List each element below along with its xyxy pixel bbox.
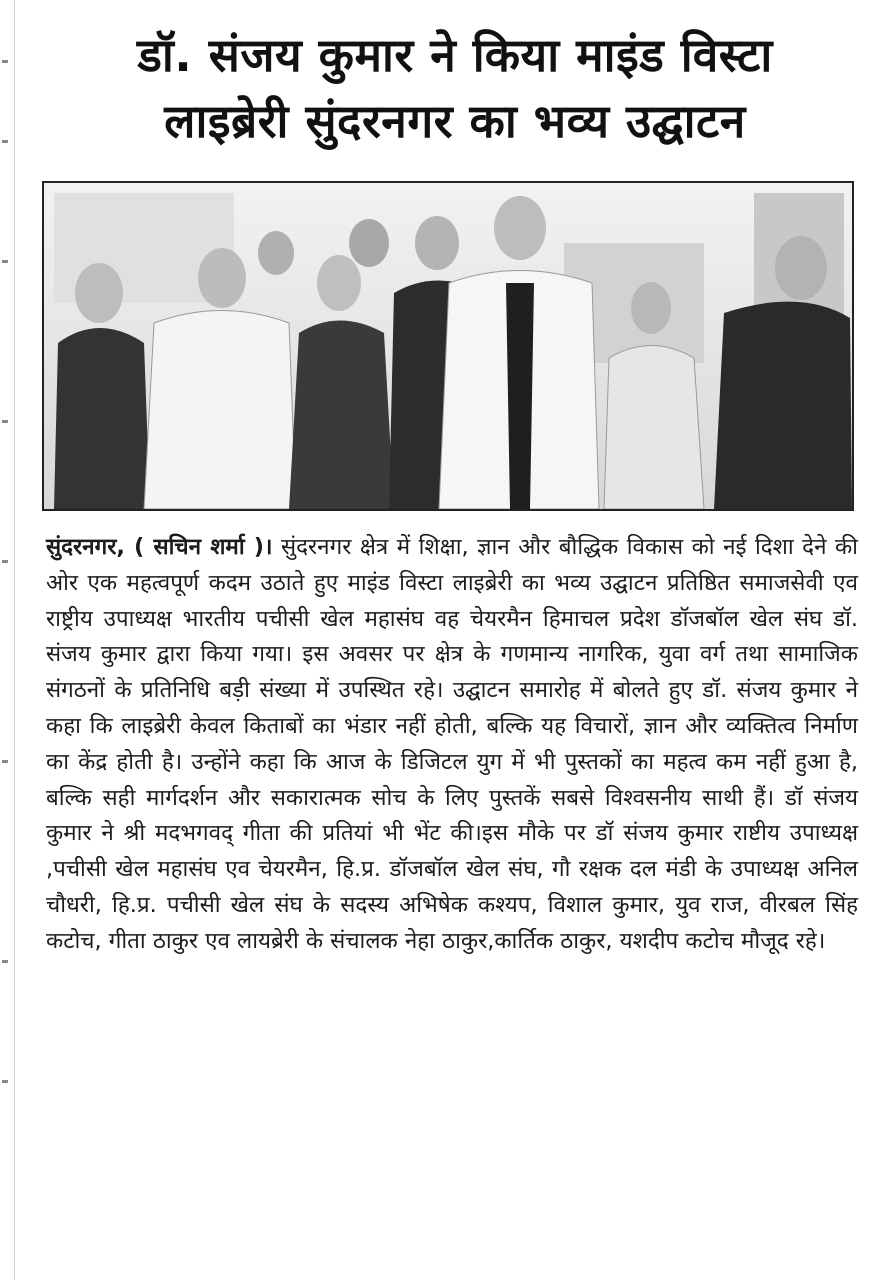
- edge-mark: [2, 560, 8, 563]
- article-dateline: सुंदरनगर, ( सचिन शर्मा )।: [46, 534, 273, 560]
- headline-line-2: लाइब्रेरी सुंदरनगर का भव्य उद्घाटन: [164, 94, 746, 148]
- article-body: [46, 530, 858, 960]
- edge-mark: [2, 1080, 8, 1083]
- group-photo-icon: [44, 183, 852, 509]
- edge-mark: [2, 140, 8, 143]
- edge-mark: [2, 760, 8, 763]
- edge-mark: [2, 60, 8, 63]
- article-text: सुंदरनगर क्षेत्र में शिक्षा, ज्ञान और बौद्धिक विकास को नई दिशा देने की ओर एक महत्वपूर्ण कदम उठाते हुए माइंड विस्टा लाइब्रेरी का भव्य उद्घाटन प्रतिष्ठित समाजसेवी एव राष्ट्रीय उपाध्यक्ष भारतीय पचीसी खेल महासंघ वह चेयरमैन हिमाचल प्रदेश डॉजबॉल खेल संघ डॉ. संजय कुमार द्वारा किया गया। इस अवसर पर क्षेत्र के गणमान्य नागरिक, युवा वर्ग तथा सामाजिक संगठनों के प्रतिनिधि बड़ी संख्या में उपस्थित रहे। उद्घाटन समारोह में बोलते हुए डॉ. संजय कुमार ने कहा कि लाइब्रेरी केवल किताबों का भंडार नहीं होती, बल्कि यह विचारों, ज्ञान और व्यक्तित्व निर्माण का केंद्र होती है। उन्होंने कहा कि आज के डिजिटल युग में भी पुस्तकों का महत्व कम नहीं हुआ है, बल्कि सही मार्गदर्शन और सकारात्मक सोच के लिए पुस्तकें सबसे विश्वसनीय साथी हैं। डॉ संजय कुमार ने श्री मदभगवद् गीता की प्रतियां भी भेंट की।इस मौके पर डॉ संजय कुमार राष्टीय उपाध्यक्ष ,पचीसी खेल महासंघ एव चेयरमैन, हि.प्र. डॉजबॉल खेल संघ, गौ रक्षक दल मंडी के उपाध्यक्ष अनिल चौधरी, हि.प्र. पचीसी खेल संघ के सदस्य अभिषेक कश्यप, विशाल कुमार, युव राज, वीरबल सिंह कटोच, गीता ठाकुर एव लायब्रेरी के संचालक नेहा ठाकुर,कार्तिक ठाकुर, यशदीप कटोच मौजूद रहे।: [46, 534, 858, 954]
- page-left-edge: [0, 0, 15, 1280]
- edge-mark: [2, 420, 8, 423]
- news-photo: [42, 181, 854, 511]
- edge-mark: [2, 260, 8, 263]
- edge-mark: [2, 960, 8, 963]
- headline: [30, 22, 880, 154]
- headline-line-1: डॉ. संजय कुमार ने किया माइंड विस्टा: [137, 28, 773, 82]
